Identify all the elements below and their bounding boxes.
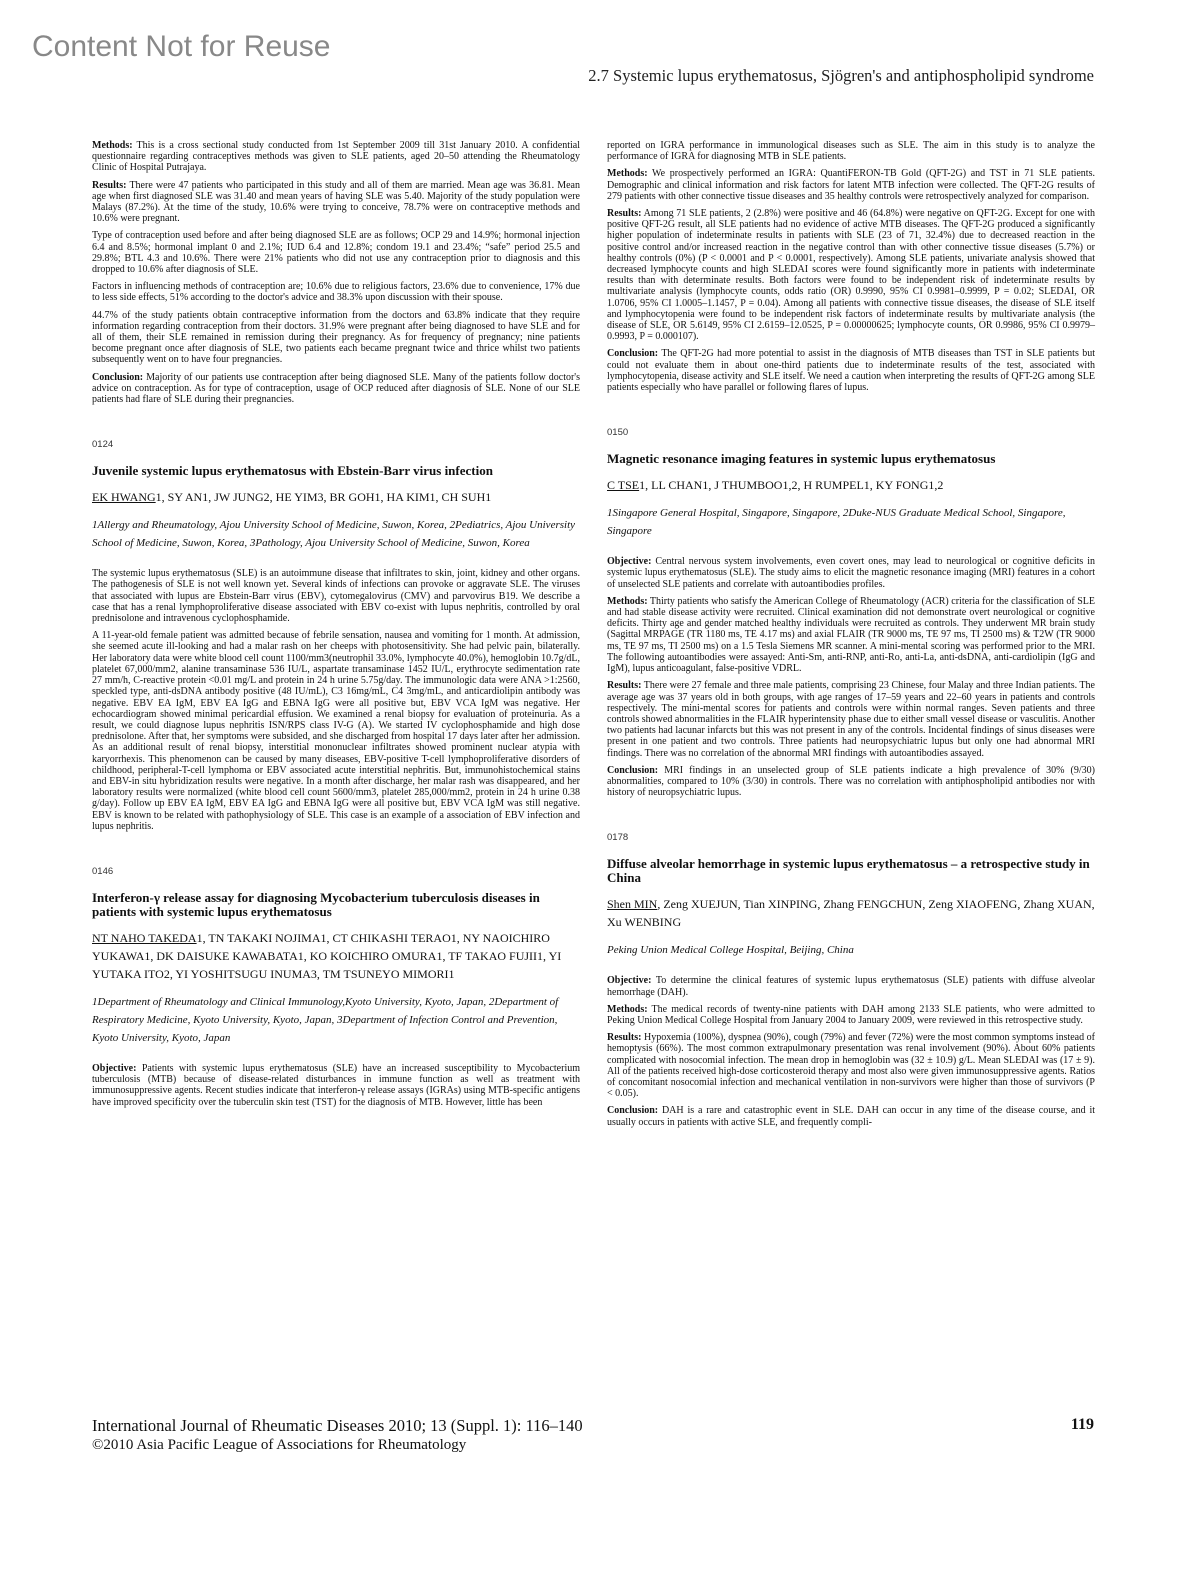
affiliations: 1Allergy and Rheumatology, Ajou University School of Medicine, Suwon, Korea, 2Pediatrics, Ajou University School of Medicine, Suwon, Korea, 3Pathology, Ajou University School of Medicine, Suwon, Korea — [92, 519, 576, 550]
abstract-paragraph — [607, 348, 1095, 393]
section-text: Thirty patients who satisfy the American College of Rheumatology (ACR) criteria for the classification of SLE and had stable disease activity were recruited. Clinical examination did not demonstrate overt neurological or cognitive deficits. Thirty age and gender matched healthy individuals were recruited as controls. They underwent MR brain study (Sagittal MRPAGE (TR 1180 ms, TE 4.17 ms) and axial FLAIR (TR 9000 ms, TE 97 ms, TI 2500 ms) & T2W (TR 9000 ms, TE 97 ms, TI 2500 ms) on a 1.5 Tesla Siemens MR scanner. A mini-mental scoring was performed prior to the MRI. The following autoantibodies were assayed: Anti-Sm, anti-RNP, anti-Ro, anti-La, anti-dsDNA, anti-cardiolipin (IgG and IgM), lupus anticoagulant, false-positive VDRL. — [607, 595, 1095, 675]
abstract-number: 0124 — [92, 439, 114, 451]
abstract-number: 0146 — [92, 865, 114, 877]
section-text: Hypoxemia (100%), dyspnea (90%), cough (79%) and fever (72%) were the most common symptoms instead of hemoptysis (66%). The most common extrapulmonary presentation was renal involvement (90%). About 60% patients complicated with nosocomial infection. The mean drop in hemoglobin was (32 ± 10.9) g/L. Mean SLEDAI was (17 ± 9). All of the patients received high-dose corticosteroid therapy and most also were given immunosuppressive agents. Ratios of concomitant nosocomial infection and mechanical ventilation in non-survivors were higher than those of survivors (P < 0.05). — [607, 1032, 1095, 1100]
presenting-author: C TSE — [607, 478, 640, 493]
section-label: Results: — [607, 208, 642, 220]
presenting-author: NT NAHO TAKEDA — [92, 930, 197, 945]
abstract-title: Interferon-γ release assay for diagnosing Mycobacterium tuberculosis diseases in patients with systemic lupus erythematosus — [92, 889, 540, 919]
author-list — [607, 895, 1095, 931]
abstract-paragraph — [607, 1032, 1095, 1099]
co-authors: 1, LL CHAN1, J THUMBOO1,2, H RUMPEL1, KY FONG1,2 — [639, 478, 944, 493]
right-column — [607, 140, 1095, 1134]
section-text: Patients with systemic lupus erythematosus (SLE) have an increased susceptibility to Mycobacterium tuberculosis (MTB) because of disease-related disturbances in immune function as well as treatment with immunosuppressive agents. Recent studies indicate that interferon-γ release assays (IGRAs) using MTB-specific antigens have improved specificity over the tuberculin skin test (TST) for the diagnosis of MTB. However, little has been — [92, 1062, 580, 1108]
abstract-0178-body — [607, 975, 1095, 1127]
section-text: There were 47 patients who participated in this study and all of them are married. Mean age was 36.81. Mean age when first diagnosed SLE was 31.40 and mean years of having SLE was 5.40. Majority of the study population were Malays (87.2%). At the time of the study, 10.6% were trying to conceive, 78.7% were on contraceptive methods and 10.6% were pregnant. — [92, 179, 580, 225]
abstract-paragraph — [92, 140, 580, 174]
abstract-paragraph — [607, 1004, 1095, 1026]
abstract-paragraph — [92, 281, 580, 303]
abstract-0146-continuation — [607, 140, 1095, 393]
copyright: ©2010 Asia Pacific League of Associations for Rheumatology — [92, 1437, 467, 1453]
left-column — [92, 140, 580, 1114]
abstract-number: 0178 — [607, 832, 629, 844]
abstract-title: Diffuse alveolar hemorrhage in systemic lupus erythematosus – a retrospective study in China — [607, 856, 1090, 886]
author-list — [92, 929, 580, 983]
watermark: Content Not for Reuse — [32, 30, 331, 63]
section-text: To determine the clinical features of systemic lupus erythematosus (SLE) patients with diffuse alveolar hemorrhage (DAH). — [607, 975, 1095, 998]
section-text: Among 71 SLE patients, 2 (2.8%) were positive and 46 (64.8%) were negative on QFT-2G. Except for one with positive QFT-2G result, all SLE patients had no evidence of active MTB diseases. The QFT-2G produced a significantly higher population of indeterminate results in patients with SLE (23 of 71, 32.4%) due to decreased reaction in the positive control and/or increased reaction in the negative control than with other connective tissue diseases (5.7%) or healthy controls (0%) (P < 0.0001 and P < 0.0001, respectively). Among SLE patients, univariate analysis showed that decreased lymphocyte counts and high SLEDAI scores were found significantly more in patients with indeterminate results than with determinate results. Both factors were found to be independent risk of indeterminate results by multivariate analysis (lymphocyte counts, odds ratio (OR) 0.9990, 95% CI 0.9981–0.9999, P = 0.02; SLEDAI, OR 1.0706, 95% CI 1.0005–1.1457, P = 0.04). Among all patients with connective tissue diseases, the disease of SLE itself and lymphocytopenia were found to be independent risk factors of indeterminate results by multivariate analysis (the disease of SLE, OR 5.6149, 95% CI 2.6159–12.0525, P = 0.00000625; lymphocyte counts, OR 0.9986, 95% CI 0.9979–0.9993, P = 0.000107). — [607, 208, 1095, 343]
section-text: DAH is a rare and catastrophic event in SLE. DAH can occur in any time of the disease course, and it usually occurs in patients with active SLE, and frequently compli- — [607, 1105, 1095, 1128]
presenting-author: Shen MIN — [607, 897, 658, 912]
abstract-paragraph — [607, 596, 1095, 674]
abstract-0150-body — [607, 556, 1095, 798]
section-text: The QFT-2G had more potential to assist in the diagnosis of MTB diseases than TST in SLE patients but could not evaluate them in about one-third patients due to indeterminate results of the test, associated with lymphocytopenia, disease activity and SLE itself. We need a caution when interpreting the results of QFT-2G among SLE patients especially who have parallel or following flares of lupus. — [607, 348, 1095, 394]
section-text: The medical records of twenty-nine patients with DAH among 2133 SLE patients, who were admitted to Peking Union Medical College Hospital from January 2004 to January 2009, were reviewed in this retrospective study. — [607, 1003, 1095, 1026]
running-head: 2.7 Systemic lupus erythematosus, Sjögren's and antiphospholipid syndrome — [588, 66, 1094, 85]
section-label: Results: — [92, 179, 127, 191]
abstract-title: Magnetic resonance imaging features in systemic lupus erythematosus — [607, 451, 996, 467]
section-label: Methods: — [92, 140, 133, 151]
abstract-number: 0150 — [607, 427, 629, 439]
journal-citation: International Journal of Rheumatic Diseases 2010; 13 (Suppl. 1): 116–140 — [92, 1416, 583, 1435]
previous-abstract-continuation — [92, 140, 580, 405]
section-label: Methods: — [607, 595, 648, 607]
abstract-paragraph — [607, 140, 1095, 162]
section-text: We prospectively performed an IGRA: QuantiFERON-TB Gold (QFT-2G) and TST in 71 SLE patients. Demographic and clinical information and risk factors for latent MTB infection were collected. The QFT-2G results of 279 patients with other connective tissue diseases and 35 healthy controls were retrospectively analyzed for comparison. — [607, 168, 1095, 202]
abstract-paragraph — [92, 180, 580, 225]
section-label: Conclusion: — [607, 348, 659, 360]
page-number: 119 — [1070, 1416, 1094, 1433]
section-text: Majority of our patients use contraception after being diagnosed SLE. Many of the patients follow doctor's advice on contraception. As for type of contraception, usage of OCP reduced after diagnosis of SLE. None of our SLE patients had flare of SLE during their pregnancies. — [92, 371, 580, 406]
author-list — [607, 476, 1095, 494]
affiliations: 1Department of Rheumatology and Clinical Immunology,Kyoto University, Kyoto, Japan, 2Department of Respiratory Medicine, Kyoto University, Kyoto, Japan, 3Department of Infection Control and Prevention, Kyoto University, Kyoto, Japan — [92, 995, 559, 1044]
abstract-paragraph — [607, 975, 1095, 997]
abstract-title: Juvenile systemic lupus erythematosus with Ebstein-Barr virus infection — [92, 463, 493, 479]
abstract-paragraph — [607, 680, 1095, 758]
section-label: Methods: — [607, 1003, 648, 1015]
section-text: Factors in influencing methods of contraception are; 10.6% due to religious factors, 23.6% due to convenience, 17% due to less side effects, 51% according to the doctor's advice and 38.3% upon discussion with their spouse. — [92, 281, 580, 304]
abstract-paragraph — [607, 168, 1095, 202]
section-label: Objective: — [607, 556, 652, 568]
abstract-paragraph — [92, 230, 580, 275]
abstract-paragraph — [92, 1063, 580, 1108]
abstract-paragraph — [92, 372, 580, 406]
co-authors: , Zeng XUEJUN, Tian XINPING, Zhang FENGCHUN, Zeng XIAOFENG, Zhang XUAN, Xu WENBING — [607, 897, 1095, 930]
abstract-paragraph — [607, 1105, 1095, 1127]
section-text: Central nervous system involvements, even covert ones, may lead to neurological or cognitive deficits in systemic lupus erythematosus (SLE). The study aims to elicit the magnetic resonance imaging (MRI) features in a cohort of unselected SLE patients and correlate with autoantibodies profiles. — [607, 556, 1095, 590]
section-label: Conclusion: — [607, 1105, 659, 1117]
abstract-paragraph — [607, 208, 1095, 342]
section-text: MRI findings in an unselected group of SLE patients indicate a high prevalence of 30% (9/30) abnormalities, compared to 10% (3/30) in controls. There was no correlation with antiphospholipid antibodies nor with history of neuropsychiatric lupus. — [607, 764, 1095, 799]
section-text: reported on IGRA performance in immunological diseases such as SLE. The aim in this study is to analyze the performance of IGRA for diagnosing MTB in SLE patients. — [607, 140, 1095, 163]
section-text: Type of contraception used before and after being diagnosed SLE are as follows; OCP 29 and 14.9%; hormonal injection 6.4 and 8.5%; hormonal implant 0 and 2.1%; IUD 6.4 and 12.8%; condom 19.1 and 23.4%; “safe” period 25.5 and 29.8%; BTL 4.3 and 10.6%. There were 21% patients who did not use any contraception prior to diagnosis and this dropped to 10.6% after diagnosis of SLE. — [92, 230, 580, 276]
section-label: Results: — [607, 680, 642, 692]
presenting-author: EK HWANG — [92, 490, 156, 505]
section-label: Objective: — [607, 975, 652, 987]
section-text: 44.7% of the study patients obtain contraceptive information from the doctors and 63.8% indicate that they require information regarding contraception from their doctors. 31.9% were pregnant after being diagnosed to have SLE and for all of them, their SLE remained in remission during their pregnancy. As for frequency of pregnancy; nine patients become pregnant once after diagnosis of SLE, two patients each became pregnant twice and thrice whilst two patients subsequently went on to have four pregnancies. — [92, 309, 580, 366]
abstract-paragraph — [607, 556, 1095, 590]
abstract-paragraph: A 11-year-old female patient was admitted because of febrile sensation, nausea and vomiting for 1 month. At admission, she seemed acute ill-looking and had a malar rash on her cheeps with photosensitivity. She had pelvic pain, bilaterally. Her laboratory data were white blood cell count 1100/mm3(neutrophil 33.0%, lymphocyte 40.0%), hemoglobin 10.7g/dL, platelet 67,000/mm2, alanine transaminase 536 IU/L, aspartate transaminase 1452 IU/L, erythrocyte sedimentation rate 27 mm/h, C-reactive protein <0.01 mg/L and protein in 24 h urine 5.75g/day. The immunologic data were ANA >1:2560, speckled type, anti-dsDNA antibody positive (48 IU/mL), C3 16mg/mL, C4 3mg/mL, and anticardiolipin antibody was negative. EBV EA IgM, EBV EA IgG and EBNA IgG were all positive but, EBV VCA IgM was negative. Her echocardiogram showed minimal pericardial effusion. We examined a renal biopsy for evaluation of proteinuria. As a result, we could diagnose lupus nephritis ISN/RPS class IV-G (A). We started IV cyclophosphamide and high dose prednisolone. After that, her symptoms were subsided, and she discharged from hospital 17 days later after her admission. As an additional result of renal biopsy, interstitial mononuclear infiltrates showed prominent nuclear atypia with karyorrhexis. This phenomenon can be caused by many diseases, EBV-positive T-cell lymphoproliferative disorders of childhood, peripheral-T-cell lymphoma or EBV associated acute interstitial nephritis. But, immunohistochemical stains and EBV-in situ hybridization results were negative. In a month after discharge, her malar rash was disappeared, and her laboratory results were normalized (white blood cell count 5600/mm3, platelet 285,000/mm2, protein in 24 h urine 0.38 g/day). Follow up EBV EA IgM, EBV EA IgG and EBNA IgG were all positive but, EBV VCA IgM was still negative. EBV is known to be related with pathophysiology of SLE. This case is an example of a association of EBV infection and lupus nephritis. — [92, 630, 580, 832]
abstract-paragraph: The systemic lupus erythematosus (SLE) is an autoimmune disease that infiltrates to skin, joint, kidney and other organs. The pathogenesis of SLE is not well known yet. Several kinds of infections can provoke or aggravate SLE. The viruses that associated with lupus are Ebstein-Barr virus (EBV), cytomegalovirus (CMV) and parvovirus B19. We describe a case that has a renal lymphoproliferative disease associated with EBV co-exist with lupus nephritis, controlled by oral prednisolone and intravenous cyclophosphamide. — [92, 568, 580, 625]
section-label: Results: — [607, 1032, 642, 1044]
section-text: This is a cross sectional study conducted from 1st September 2009 till 31st January 2010. A confidential questionnaire regarding contraceptives methods was given to SLE patients, aged 20–50 attending the Rheumatology Clinic of Hospital Putrajaya. — [92, 140, 580, 174]
section-label: Objective: — [92, 1062, 137, 1074]
abstract-paragraph — [92, 310, 580, 366]
author-list — [92, 488, 580, 506]
affiliations: Peking Union Medical College Hospital, Beijing, China — [607, 944, 854, 957]
abstract-paragraph — [607, 765, 1095, 799]
section-label: Methods: — [607, 168, 648, 180]
section-label: Conclusion: — [607, 764, 659, 776]
co-authors: 1, SY AN1, JW JUNG2, HE YIM3, BR GOH1, HA KIM1, CH SUH1 — [155, 490, 492, 505]
co-authors: 1, TN TAKAKI NOJIMA1, CT CHIKASHI TERAO1, NY NAOICHIRO YUKAWA1, DK DAISUKE KAWABATA1, KO KOICHIRO OMURA1, TF TAKAO FUJII1, YI YUTAKA ITO2, YI YOSHITSUGU INUMA3, TM TSUNEYO MIMORI1 — [92, 930, 562, 981]
section-label: Conclusion: — [92, 371, 144, 383]
affiliations: 1Singapore General Hospital, Singapore, Singapore, 2Duke-NUS Graduate Medical School, Singapore, Singapore — [607, 507, 1066, 538]
section-text: There were 27 female and three male patients, comprising 23 Chinese, four Malay and three Indian patients. The average age was 37 years old in both groups, with age ranges of 17–59 years and 22–60 years in patients and controls respectively. The mini-mental scores for patients and controls were within normal ranges. Seven patients and three controls showed abnormalities in the FLAIR hyperintensity phase due to either small vessel disease or vasculitis. Another two patients had lacunar infarcts but this was not present in any of the controls. Incidental findings of sinus diseases were present in one patient and two controls. Three patients had neuropsychiatric lupus but only one had abnormal MRI findings. There was no correlation of the abnormal MRI findings with autoantibodies assayed. — [607, 680, 1095, 759]
